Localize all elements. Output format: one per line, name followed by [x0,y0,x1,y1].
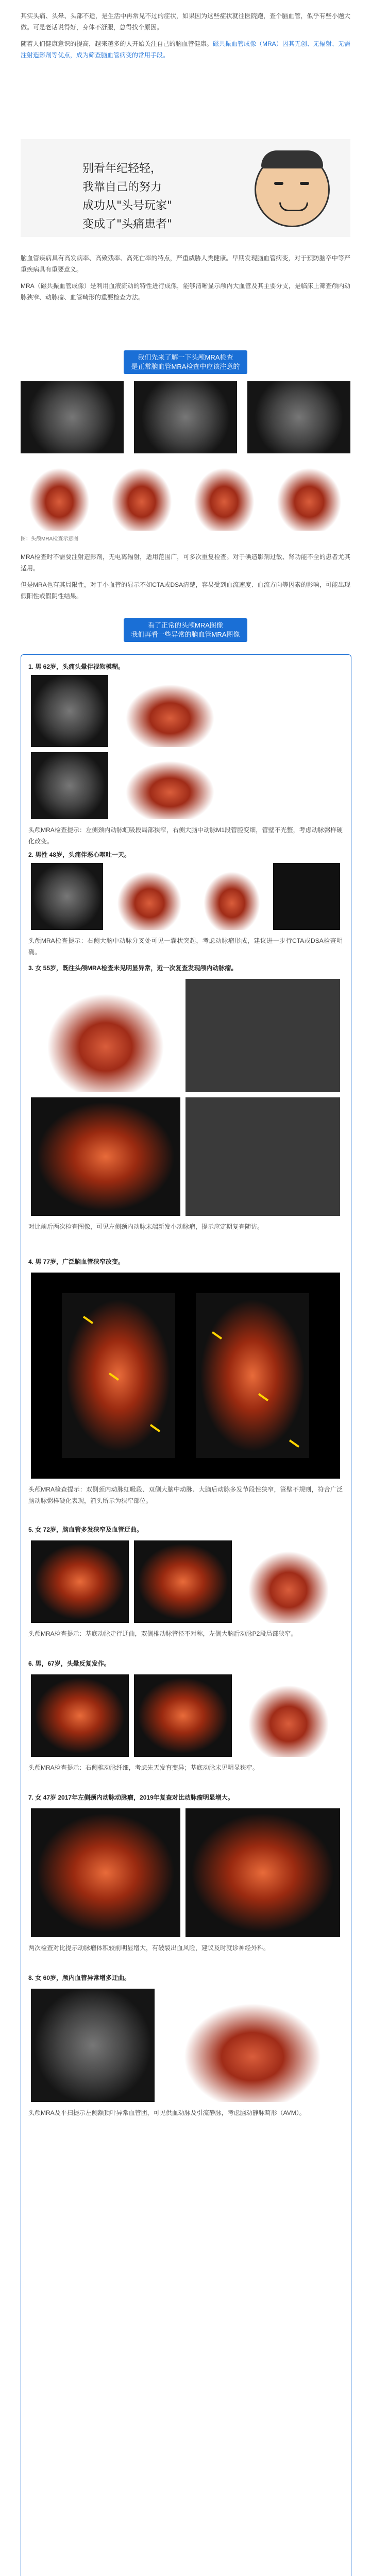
mra-axial-image [247,381,350,453]
mra-axial-image [21,381,124,453]
case-8-mri-image [31,1989,155,2102]
case-2-vessel-image [108,863,191,930]
section-title-line: 看了正常的头颅MRA图像 [148,621,223,629]
case-label: 4. 男 77岁，广泛脑血管狭窄改变。 [28,1258,125,1265]
case-4-text: 头颅MRA检查提示：双侧颈内动脉虹吸段、双侧大脑中动脉、大脑后动脉多发节段性狭窄，管壁不规则，符合广泛脑动脉粥样硬化表现，箭头所示为狭窄部位。 [28,1486,343,1504]
case-6-text: 头颅MRA检查提示：右侧椎动脉纤细，考虑先天发育变异；基底动脉未见明显狭窄。 [28,1764,259,1771]
section-title-line: 是正常脑血管MRA检查中应该注意的 [131,363,240,370]
section-2-text [21,551,350,607]
case-label: 3. 女 55岁，既往头颅MRA检查未见明显异常，近一次复查发现颅内动脉瘤。 [28,964,238,972]
case-5-vessel-image [134,1540,232,1623]
case-5-vessel-image [237,1540,340,1623]
case-label: 7. 女 47岁 2017年左侧颈内动脉动脉瘤，2019年复查对比动脉瘤明显增大。 [28,1794,234,1801]
mra-vessel-image [268,459,350,531]
case-1-text: 头颅MRA检查提示：左侧颈内动脉虹吸段局部狭窄，右侧大脑中动脉M1段管腔变细，管壁不光整，考虑动脉粥样硬化改变。 [28,826,343,845]
case-label: 6. 男，67岁，头晕反复发作。 [28,1660,110,1667]
case-6 [28,1659,343,1668]
case-5-text: 头颅MRA检查提示：基底动脉走行迂曲，双侧椎动脉管径不对称，左侧大脑后动脉P2段局部狭窄。 [28,1630,297,1637]
section-1-paragraph: 脑血管疾病具有高发病率、高致残率、高死亡率的特点，严重威胁人类健康。早期发现脑血管病变，对于预防脑卒中等严重疾病具有重要意义。 [21,255,350,273]
case-5-vessel-image [31,1540,129,1623]
mra-vessel-image [185,459,263,531]
case-3-scan-image [185,979,340,1092]
section-2-paragraph-2: 但是MRA也有其局限性，对于小血管的显示不如CTA或DSA清楚，容易受到血流速度、血流方向等因素的影响，可能出现假阳性或假阴性结果。 [21,581,350,600]
case-label: 8. 女 60岁，颅内血管异常增多迂曲。 [28,1974,131,1981]
case-6-vessel-image [134,1674,232,1757]
case-8 [28,1973,343,1982]
case-4 [28,1257,343,1266]
hero-illustration [21,139,350,237]
section-1-text [21,252,350,308]
case-4-vessel-image [31,1273,340,1479]
case-label: 2. 男性 48岁，头痛伴恶心呕吐一天。 [28,851,131,858]
case-label: 1. 男 62岁，头痛头晕伴视物模糊。 [28,663,125,670]
case-7 [28,1793,343,1802]
intro-paragraph-2 [21,38,350,61]
hero-caption: 别看年纪轻轻， 我靠自己的努力 成功从"头号玩家" 变成了"头痛患者" [82,162,173,231]
section-title-line: 我们先来了解一下头颅MRA检查 [138,353,233,361]
case-8-vessel-image [165,1989,340,2102]
section-title-2 [124,618,247,642]
mra-vessel-image [21,459,98,531]
case-1-vessel-image [113,675,227,747]
intro-section [21,10,350,66]
case-5 [28,1525,343,1534]
case-3 [28,963,343,973]
cartoon-face-icon [255,152,330,227]
case-2 [28,850,343,859]
intro-text: 随着人们健康意识的提高，越来越多的人开始关注自己的脑血管健康。 [21,40,213,47]
section-1-paragraph-2: MRA（磁共振血管成像）是利用血液流动的特性进行成像，能够清晰显示颅内大血管及其主要分支，是临床上筛查颅内动脉狭窄、动脉瘤、血管畸形的重要检查方法。 [21,282,350,301]
case-1-mri-image [31,752,108,819]
case-3-scan-image [185,1097,340,1216]
case-6-vessel-image [31,1674,129,1757]
case-8-text: 头颅MRA及平扫提示左侧额顶叶异常血管团，可见供血动脉及引流静脉，考虑脑动静脉畸形（AVM）。 [28,2109,306,2116]
case-2-mri-image [31,863,103,930]
case-3-vessel-image [31,1097,180,1216]
section-2-paragraph: MRA检查时不需要注射造影剂，无电离辐射，适用范围广，可多次重复检查。对于碘造影剂过敏、肾功能不全的患者尤其适用。 [21,553,350,572]
intro-paragraph: 其实头痛、头晕、头部不适，是生活中再常见不过的症状，如果因为这些症状就往医院跑，查个脑血管，似乎有些小题大做。可是老话说得好，身体不舒服，总得找个原因。 [21,12,350,31]
case-7-vessel-image [185,1808,340,1937]
case-6-vessel-image [237,1674,340,1757]
case-2-text: 头颅MRA检查提示：右侧大脑中动脉分叉处可见一囊状突起，考虑动脉瘤形成，建议进一步行CTA或DSA检查明确。 [28,937,343,956]
intro-highlight: 磁共振血管成像（MRA）因其无创、无辐射、无需注射造影剂等优点，成为筛查脑血管病变的常用手段。 [21,40,350,59]
section-title-1 [124,350,247,374]
case-1-mri-image [31,675,108,747]
mra-axial-image [134,381,237,453]
case-3-text: 对比前后两次检查图像，可见左侧颈内动脉末端新发小动脉瘤，提示应定期复查随访。 [28,1223,264,1230]
case-1 [28,662,343,671]
case-3-vessel-image [31,979,180,1092]
section-title-line: 我们再看一些异常的脑血管MRA图像 [131,631,240,638]
case-7-vessel-image [31,1808,180,1937]
mra-vessel-image [103,459,180,531]
case-2-vessel-image [196,863,268,930]
case-label: 5. 女 72岁，脑血管多发狭窄及血管迂曲。 [28,1526,143,1533]
mra-caption: 图：头颅MRA检查示意图 [21,536,79,542]
case-2-dsa-image [273,863,340,930]
case-1-vessel-image [113,752,227,819]
case-7-text: 两次检查对比提示动脉瘤体积较前明显增大，有破裂出血风险，建议及时就诊神经外科。 [28,1944,270,1952]
